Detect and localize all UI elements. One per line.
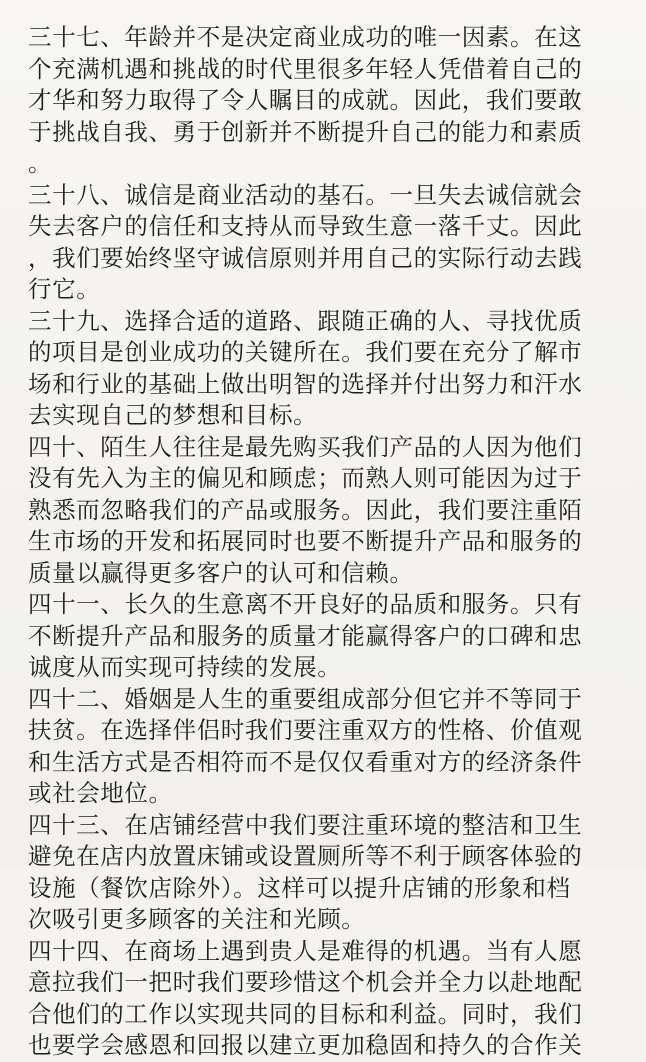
text-line: 生市场的开发和拓展同时也要不断提升产品和服务的: [28, 527, 583, 555]
text-line: 。: [28, 149, 53, 177]
text-line: 也要学会感恩和回报以建立更加稳固和持久的合作关: [28, 1031, 583, 1059]
text-line: 失去客户的信任和支持从而导致生意一落千丈。因此: [28, 212, 583, 240]
text-line: 才华和努力取得了令人瞩目的成就。因此，我们要敢: [28, 86, 583, 114]
text-line: 于挑战自我、勇于创新并不断提升自己的能力和素质: [28, 117, 583, 146]
text-line: 设施（餐饮店除外）。这样可以提升店铺的形象和档: [28, 873, 571, 902]
text-line: 三十八、诚信是商业活动的基石。一旦失去诚信就会: [28, 180, 583, 209]
text-line: 四十四、在商场上遇到贵人是难得的机遇。当有人愿: [28, 936, 583, 965]
text-line: 诚度从而实现可持续的发展。: [28, 653, 342, 681]
text-line: 和生活方式是否相符而不是仅仅看重对方的经济条件: [28, 747, 583, 776]
text-line: 或社会地位。: [28, 779, 173, 807]
text-line: 个充满机遇和挑战的时代里很多年轻人凭借着自己的: [28, 54, 583, 83]
text-line: 没有先入为主的偏见和顾虑；而熟人则可能因为过于: [28, 464, 583, 492]
document-text-block: [28, 22, 628, 1062]
text-line: 行它。: [28, 275, 101, 303]
text-line: 质量以赢得更多客户的认可和信赖。: [28, 558, 414, 587]
text-line: 意拉我们一把时我们要珍惜这个机会并全力以赴地配: [28, 968, 583, 996]
text-line: 四十三、在店铺经营中我们要注重环境的整洁和卫生: [28, 810, 583, 839]
text-line: 熟悉而忽略我们的产品或服务。因此，我们要注重陌: [28, 495, 583, 524]
text-line: 三十九、选择合适的道路、跟随正确的人、寻找优质: [28, 306, 583, 335]
text-line: 合他们的工作以实现共同的目标和利益。同时，我们: [28, 999, 583, 1028]
text-line: 扶贫。在选择伴侣时我们要注重双方的性格、价值观: [28, 716, 583, 744]
text-line: 四十二、婚姻是人生的重要组成部分但它并不等同于: [28, 684, 583, 713]
text-line: 场和行业的基础上做出明智的选择并付出努力和汗水: [28, 369, 583, 398]
text-line: 避免在店内放置床铺或设置厕所等不利于顾客体验的: [28, 842, 583, 870]
text-line: 三十七、年龄并不是决定商业成功的唯一因素。在这: [28, 23, 583, 51]
text-line: 四十、陌生人往往是最先购买我们产品的人因为他们: [28, 432, 583, 461]
text-line: 的项目是创业成功的关键所在。我们要在充分了解市: [28, 338, 583, 366]
text-line: ，我们要始终坚守诚信原则并用自己的实际行动去践: [28, 243, 583, 272]
text-line: 四十一、长久的生意离不开良好的品质和服务。只有: [28, 590, 583, 618]
text-line: 不断提升产品和服务的质量才能赢得客户的口碑和忠: [28, 621, 583, 650]
text-line: 次吸引更多顾客的关注和光顾。: [28, 905, 366, 933]
text-line: 去实现自己的梦想和目标。: [28, 401, 318, 429]
